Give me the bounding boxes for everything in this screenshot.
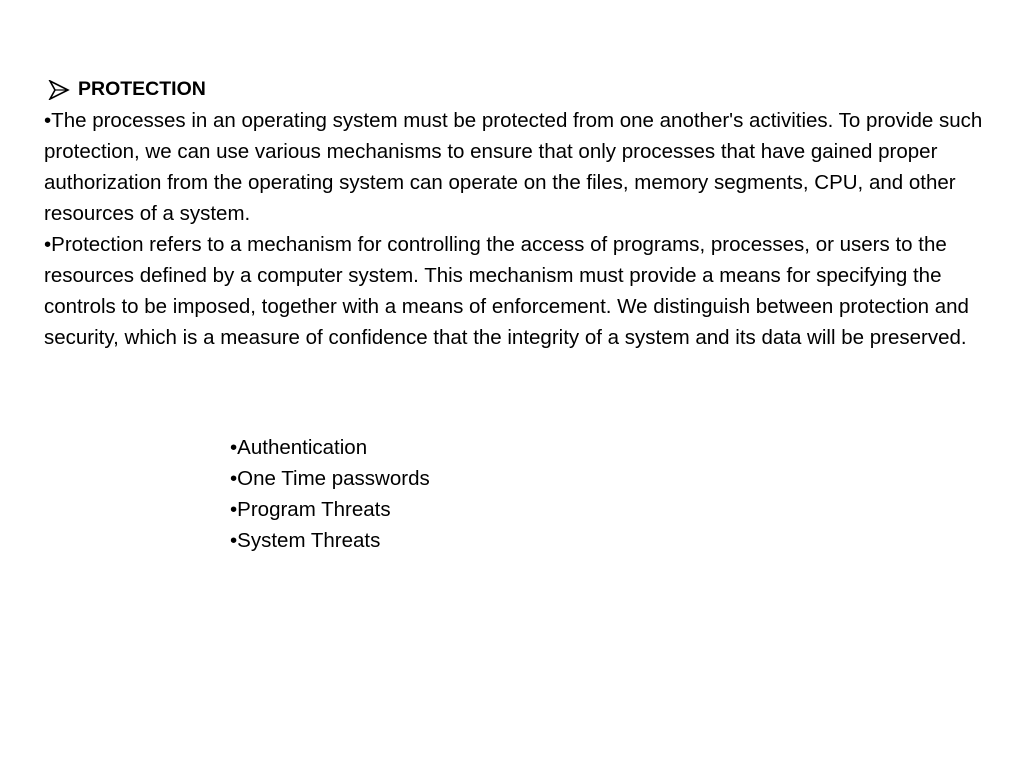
topic-one-time-passwords: •One Time passwords [230, 467, 430, 490]
heading-line [44, 74, 994, 105]
topic-list [230, 432, 430, 556]
topic-program-threats: •Program Threats [230, 498, 391, 521]
slide-heading: PROTECTION [78, 78, 206, 100]
slide-content [44, 74, 994, 353]
topic-authentication: •Authentication [230, 436, 368, 459]
arrow-bullet-icon [48, 80, 70, 100]
paragraph-protection-definition: •Protection refers to a mechanism for controlling the access of programs, processes, or users to the resources defined by a computer system. This mechanism must provide a means for specifying the controls to be imposed, together with a means of enforcement. We distinguish between protection and security, which is a measure of confidence that the integrity of a system and its data will be preserved. [44, 233, 969, 349]
topic-system-threats: •System Threats [230, 529, 381, 552]
paragraph-processes: •The processes in an operating system must be protected from one another's activities. To provide such protection, we can use various mechanisms to ensure that only processes that have gained proper authorization from the operating system can operate on the files, memory segments, CPU, and other resources of a system. [44, 109, 983, 225]
